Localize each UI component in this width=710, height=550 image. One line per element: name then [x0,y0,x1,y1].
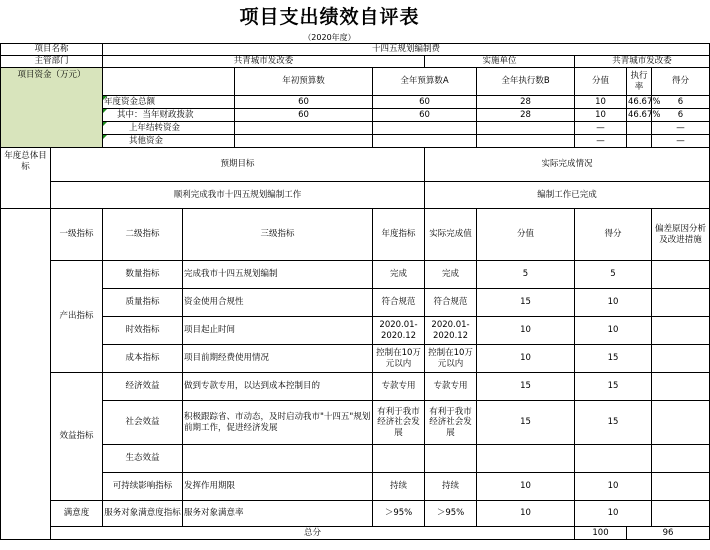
metric-target: 专款专用 [373,373,425,401]
total-score-value: 100 [575,527,627,540]
metric-row [1,445,710,473]
fund-label: 项目资金（万元） [1,68,103,148]
metric-deviation [652,317,710,345]
metric-actual [425,445,477,473]
metric-row [1,501,710,527]
fund-full [373,135,477,148]
metric-header-row [1,209,710,261]
metric-score: 15 [575,345,652,373]
metric-target: 持续 [373,473,425,501]
metric-score: 10 [575,289,652,317]
metric-score: 15 [575,401,652,445]
fund-score: 6 [652,96,710,109]
metric-level3 [183,445,373,473]
metric-actual: 持续 [425,473,477,501]
fund-rate [627,135,652,148]
fund-annual: 60 [235,109,373,122]
actual-value-header: 实际完成值 [425,209,477,261]
metric-level3: 服务对象满意率 [183,501,373,527]
performance-table [0,43,710,540]
fund-full: 60 [373,109,477,122]
annual-budget-header: 年初预算数 [235,68,373,96]
metric-target [373,445,425,473]
group-satisfaction: 满意度 [51,501,103,527]
metric-level2: 生态效益 [103,445,183,473]
metric-level2: 数量指标 [103,261,183,289]
metric-score-value: 15 [477,373,575,401]
fund-full [373,122,477,135]
metric-level2: 成本指标 [103,345,183,373]
project-name-row [1,44,710,56]
fund-score: — [652,135,710,148]
metric-deviation [652,289,710,317]
metric-level3: 完成我市十四五规划编制 [183,261,373,289]
metric-score: 15 [575,373,652,401]
fund-exec: 28 [477,109,575,122]
fund-row [1,109,710,122]
score-header: 得分 [652,68,710,96]
level1-header: 一级指标 [51,209,103,261]
fund-row-label: 其他资金 [103,135,235,148]
fund-annual [235,135,373,148]
goal-row [1,182,710,209]
metric-row [1,401,710,445]
metric-deviation [652,261,710,289]
score-value-header: 分值 [575,68,627,96]
actual-goal: 编制工作已完成 [425,182,710,209]
metric-score-value: 10 [477,473,575,501]
metric-deviation [652,373,710,401]
metric-score-value: 10 [477,317,575,345]
fund-rate: 46.67% [628,96,661,107]
metric-actual: 有利于我市经济社会发展 [425,401,477,445]
metric-level2: 质量指标 [103,289,183,317]
level3-header: 三级指标 [183,209,373,261]
metric-score-value-header: 分值 [477,209,575,261]
metric-score-value: 5 [477,261,575,289]
fund-row [1,135,710,148]
actual-goal-header: 实际完成情况 [425,148,710,182]
metric-target: 符合规范 [373,289,425,317]
metric-deviation [652,473,710,501]
metric-actual: 专款专用 [425,373,477,401]
expected-goal: 顺利完成我市十四五规划编制工作 [51,182,425,209]
project-name-value: 十四五规划编制费 [103,44,710,56]
project-name-label: 项目名称 [1,44,103,56]
fund-annual: 60 [235,96,373,109]
dept-label: 主管部门 [1,56,103,68]
exec-rate-header: 执行率 [627,68,652,96]
annual-target-header: 年度指标 [373,209,425,261]
total-score: 96 [627,527,710,540]
metric-actual: ＞95% [425,501,477,527]
metric-level3: 积极跟踪省、市动态，及时启动我市"十四五"规划前期工作，促进经济发展 [183,401,373,445]
goal-header-row [1,148,710,182]
fund-row [1,96,710,109]
dept-value: 共青城市发改委 [103,56,425,68]
metric-level2: 时效指标 [103,317,183,345]
metric-score: 10 [575,317,652,345]
metric-row [1,289,710,317]
metric-score-value: 15 [477,289,575,317]
metric-deviation [652,401,710,445]
metric-level3: 项目前期经费使用情况 [183,345,373,373]
fund-row [1,122,710,135]
fund-score-value: 10 [575,96,627,109]
metric-score-value: 15 [477,401,575,445]
metric-level3: 资金使用合规性 [183,289,373,317]
metric-level2: 社会效益 [103,401,183,445]
metric-deviation [652,501,710,527]
metric-score: 5 [575,261,652,289]
metric-target: 控制在10万元以内 [373,345,425,373]
metric-row [1,261,710,289]
fund-row-label: 上年结转资金 [103,122,235,135]
metric-score-header: 得分 [575,209,652,261]
metric-level3: 项目起止时间 [183,317,373,345]
fund-score-value: — [575,135,627,148]
impl-value: 共青城市发改委 [575,56,710,68]
metric-score-value [477,445,575,473]
fund-annual [235,122,373,135]
metric-level3: 发挥作用期限 [183,473,373,501]
metric-deviation [652,345,710,373]
metric-actual: 完成 [425,261,477,289]
metric-row [1,345,710,373]
metric-row [1,317,710,345]
metric-level3: 做到专款专用，以达到成本控制目的 [183,373,373,401]
year-label: （2020年度） [303,33,356,42]
fund-exec [477,135,575,148]
metric-score: 10 [575,473,652,501]
metric-target: 2020.01-2020.12 [373,317,425,345]
fund-score-value: — [575,122,627,135]
fund-row-label: 其中：当年财政拨款 [103,109,235,122]
deviation-header: 偏差原因分析及改进措施 [652,209,710,261]
fund-exec: 28 [477,96,575,109]
metric-score [575,445,652,473]
metric-actual: 控制在10万元以内 [425,345,477,373]
fund-exec [477,122,575,135]
metric-level2: 可持续影响指标 [103,473,183,501]
fund-full: 60 [373,96,477,109]
metric-row [1,473,710,501]
metric-deviation [652,445,710,473]
metric-level2: 服务对象满意度指标 [103,501,183,527]
fund-score: 6 [652,109,710,122]
metric-actual: 2020.01-2020.12 [425,317,477,345]
full-budget-header: 全年预算数A [373,68,477,96]
impl-label: 实施单位 [425,56,575,68]
total-row [1,527,710,540]
fund-score-value: 10 [575,109,627,122]
full-exec-header: 全年执行数B [477,68,575,96]
metric-level2: 经济效益 [103,373,183,401]
fund-rate [627,122,652,135]
fund-row-label: 年度资金总额 [103,96,235,109]
goal-label: 年度总体目标 [1,148,51,209]
page-title: 项目支出绩效自评表 [239,6,420,28]
metric-actual: 符合规范 [425,289,477,317]
metric-target: ＞95% [373,501,425,527]
expected-goal-header: 预期目标 [51,148,425,182]
metric-target: 完成 [373,261,425,289]
fund-header-row [1,68,710,96]
level2-header: 二级指标 [103,209,183,261]
metric-score-value: 10 [477,501,575,527]
department-row [1,56,710,68]
metric-target: 有利于我市经济社会发展 [373,401,425,445]
group-output: 产出指标 [51,261,103,373]
metric-score-value: 10 [477,345,575,373]
metric-score: 10 [575,501,652,527]
fund-score: — [652,122,710,135]
metric-row [1,373,710,401]
group-benefit: 效益指标 [51,373,103,501]
fund-rate: 46.67% [628,109,661,120]
total-label: 总分 [51,527,575,540]
